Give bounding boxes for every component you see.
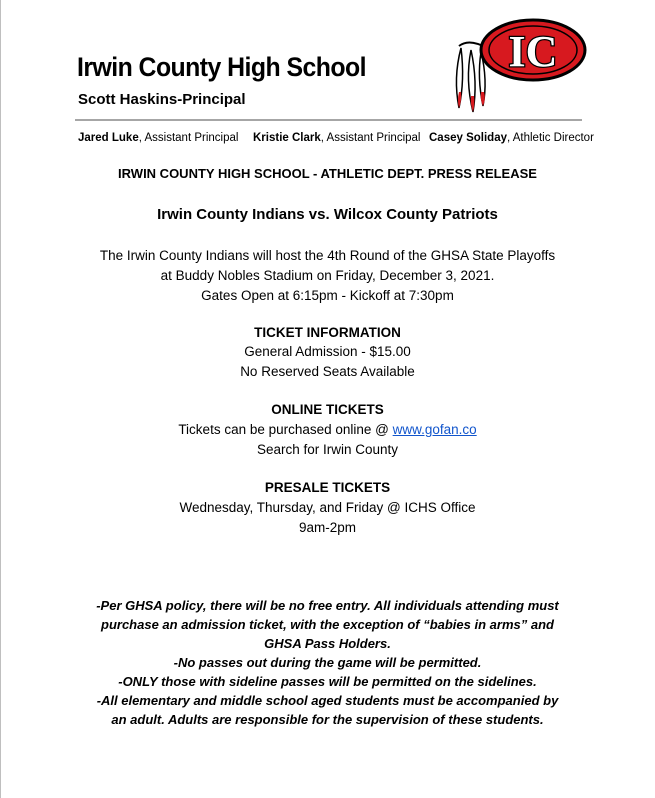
presale-line-2: 9am-2pm <box>298 520 357 535</box>
ticket-info-line-2: No Reserved Seats Available <box>240 364 415 379</box>
staff-name: Jared Luke <box>78 132 139 144</box>
logo-text: IC <box>508 27 558 76</box>
online-tickets-prefix: Tickets can be purchased online @ <box>178 422 393 437</box>
header-rule <box>75 119 582 121</box>
staff-role: , Athletic Director <box>506 132 594 144</box>
staff-role: , Assistant Principal <box>320 132 421 144</box>
staff-name: Casey Soliday <box>429 132 507 144</box>
staff-casey-soliday <box>429 132 594 144</box>
policy-line-1: -Per GHSA policy, there will be no free entry. All individuals attending must <box>96 598 559 613</box>
policy-line-6: -All elementary and middle school aged students must be accompanied by <box>96 693 559 708</box>
ic-indians-logo <box>447 8 587 120</box>
school-name: Irwin County High School <box>77 52 366 82</box>
policy-line-4: -No passes out during the game will be permitted. <box>173 655 482 670</box>
principal-name: Scott Haskins-Principal <box>78 91 246 108</box>
game-title: Irwin County Indians vs. Wilcox County Patriots <box>157 206 498 223</box>
ticket-info-line-1: General Admission - $15.00 <box>244 344 411 359</box>
presale-line-1: Wednesday, Thursday, and Friday @ ICHS Office <box>179 500 476 515</box>
intro-line-2: at Buddy Nobles Stadium on Friday, December 3, 2021. <box>160 268 495 283</box>
gofan-link[interactable]: www.gofan.co <box>392 422 477 437</box>
online-tickets-line-2: Search for Irwin County <box>256 442 399 457</box>
policy-line-7: an adult. Adults are responsible for the supervision of these students. <box>111 712 544 727</box>
online-tickets-heading: ONLINE TICKETS <box>271 402 384 417</box>
intro-line-3: Gates Open at 6:15pm - Kickoff at 7:30pm <box>201 288 454 303</box>
intro-line-1: The Irwin County Indians will host the 4th Round of the GHSA State Playoffs <box>99 248 556 263</box>
policy-line-2: purchase an admission ticket, with the exception of “babies in arms” and <box>101 617 554 632</box>
policy-line-3: GHSA Pass Holders. <box>264 636 391 651</box>
staff-role: , Assistant Principal <box>138 132 239 144</box>
press-release-title: IRWIN COUNTY HIGH SCHOOL - ATHLETIC DEPT. PRESS RELEASE <box>118 166 537 181</box>
policy-line-5: -ONLY those with sideline passes will be permitted on the sidelines. <box>118 674 537 689</box>
staff-jared-luke <box>78 132 238 144</box>
presale-tickets-heading: PRESALE TICKETS <box>264 480 391 495</box>
staff-kristie-clark <box>253 132 420 144</box>
ticket-info-heading: TICKET INFORMATION <box>254 325 401 340</box>
online-tickets-line-1 <box>0 420 655 440</box>
staff-name: Kristie Clark <box>253 132 321 144</box>
